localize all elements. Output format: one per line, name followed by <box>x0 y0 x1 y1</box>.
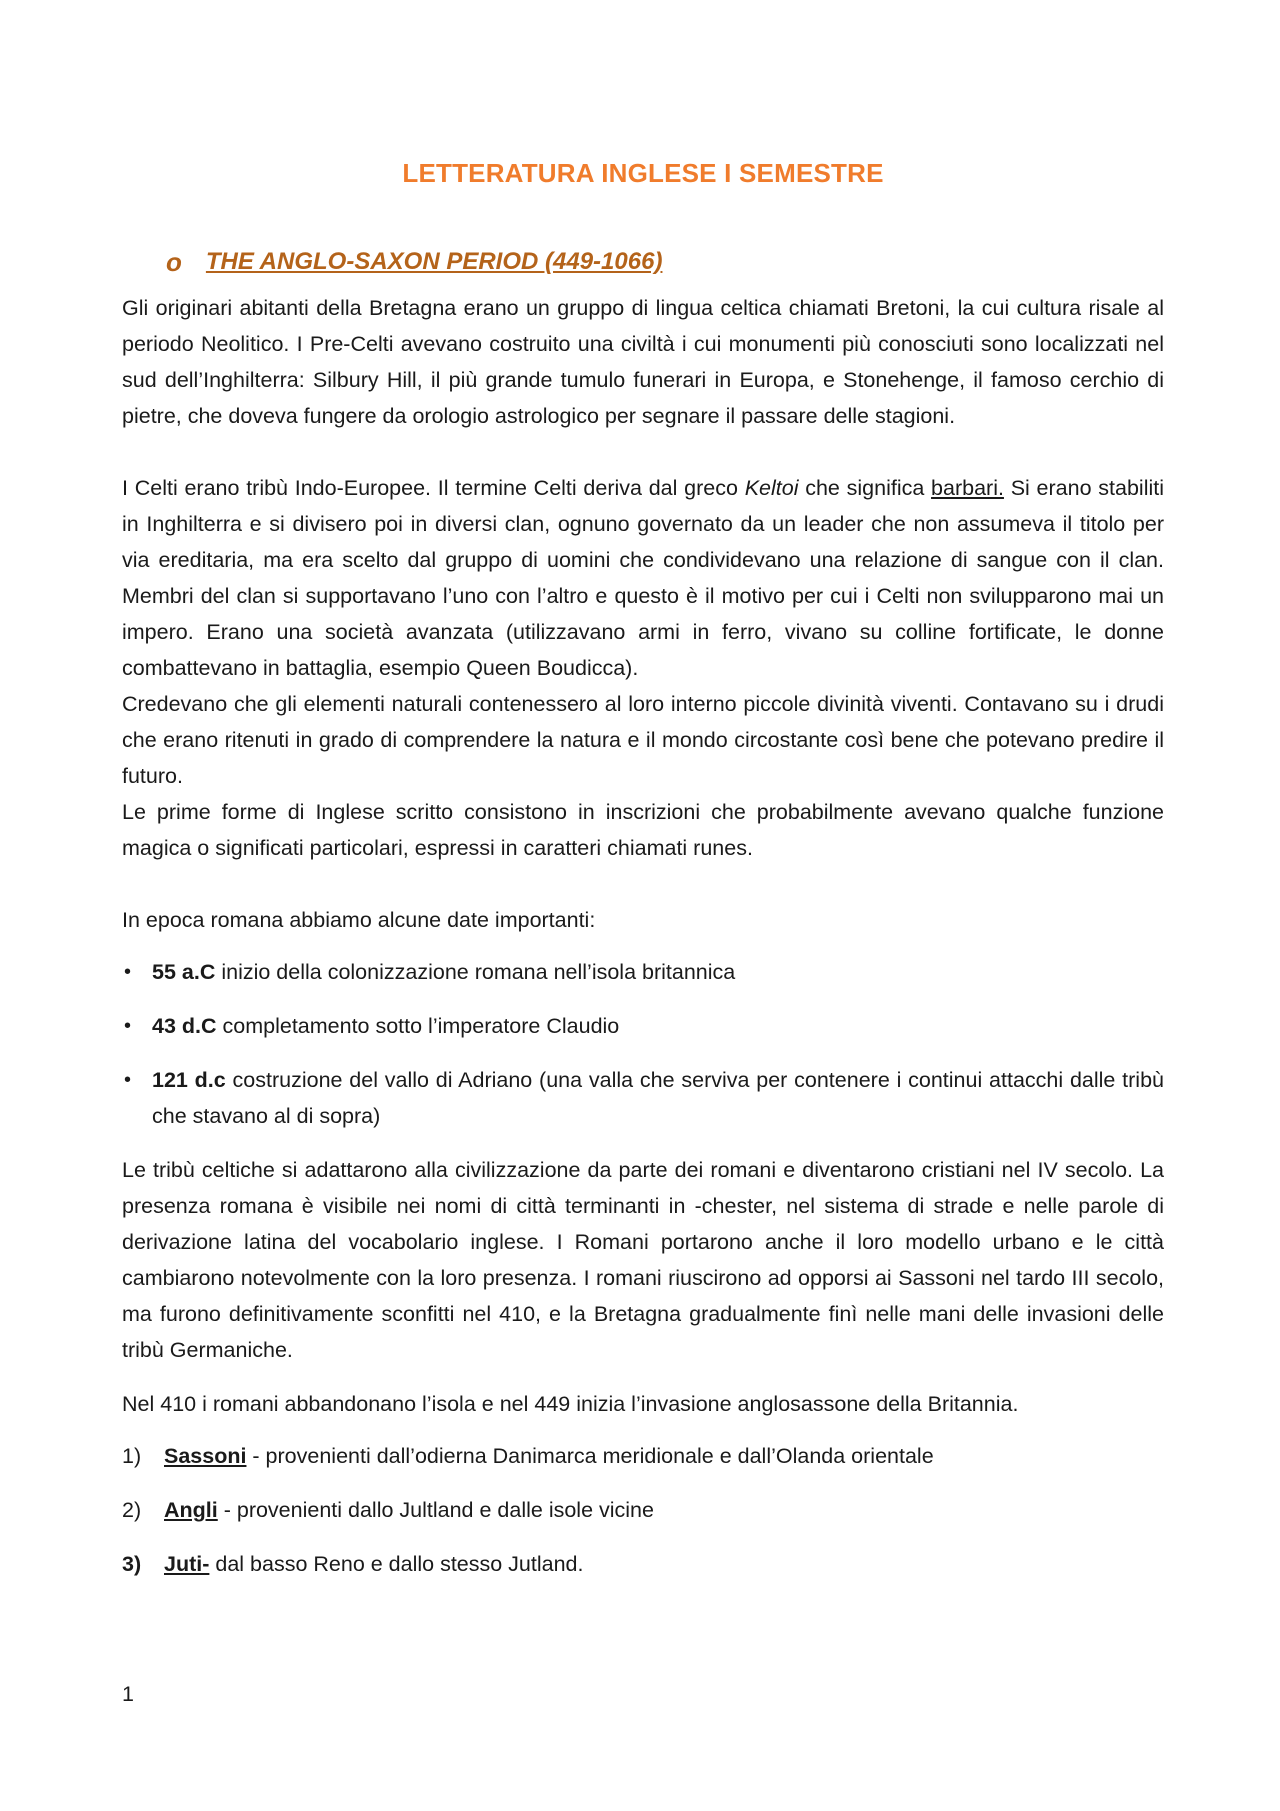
barbari-term: barbari. <box>931 476 1004 500</box>
paragraph-epoca-romana: In epoca romana abbiamo alcune date importanti: <box>122 908 596 932</box>
paragraph-celti-part-c: Si erano stabiliti in Inghilterra e si divisero poi in diversi clan, ognuno governato da un leader che non assumeva il titolo per via ereditaria, ma era scelto dal gruppo di uomini che condividevano una relazione di sangue con il clan. Membri del clan si supportavano l’uno con l’altro e questo è il motivo per cui i Celti non svilupparono mai un impero. Erano una società avanzata (utilizzavano armi in ferro, vivano su colline fortificate, le donne combattevano in battaglia, esempio Queen Boudicca). <box>122 476 1164 680</box>
list-item <box>122 954 1164 990</box>
paragraph-celti <box>122 470 1164 686</box>
page-number: 1 <box>122 1682 134 1706</box>
list-number: 2) <box>122 1498 142 1522</box>
tribe-name: Juti- <box>164 1552 210 1576</box>
list-item <box>122 1062 1164 1134</box>
paragraph-bretoni: Gli originari abitanti della Bretagna erano un gruppo di lingua celtica chiamati Bretoni, la cui cultura risale al periodo Neolitico. I Pre-Celti avevano costruito una civiltà i cui monumenti più conosciuti sono localizzati nel sud dell’Inghilterra: Silbury Hill, il più grande tumulo funerari in Europa, e Stonehenge, il famoso cerchio di pietre, che doveva fungere da orologio astrologico per segnare il passare delle stagioni. <box>122 296 1164 428</box>
list-number: 1) <box>122 1444 142 1468</box>
section-heading-text: THE ANGLO-SAXON PERIOD (449-1066) <box>205 248 663 275</box>
date-label: 121 d.c <box>152 1068 226 1092</box>
list-item <box>122 1546 1164 1582</box>
paragraph-credevano: Credevano che gli elementi naturali contenessero al loro interno piccole divinità viventi. Contavano su i drudi che erano ritenuti in grado di comprendere la natura e il mondo circostante così bene che potevano predire il futuro. <box>122 692 1164 788</box>
tribe-description: - provenienti dall’odierna Danimarca meridionale e dall’Olanda orientale <box>246 1444 934 1468</box>
date-description: costruzione del vallo di Adriano (una valla che serviva per contenere i continui attacchi dalle tribù che stavano al di sopra) <box>152 1068 1164 1128</box>
dates-list <box>122 954 1164 1134</box>
tribes-list <box>122 1438 1164 1582</box>
keltoi-term: Keltoi <box>744 476 799 500</box>
section-heading <box>166 248 662 276</box>
date-description: inizio della colonizzazione romana nell’isola britannica <box>215 960 736 984</box>
document-title: LETTERATURA INGLESE I SEMESTRE <box>402 158 884 188</box>
tribe-description: - provenienti dallo Jultland e dalle isole vicine <box>217 1498 654 1522</box>
bullet-icon: • <box>124 961 132 983</box>
date-description: completamento sotto l’imperatore Claudio <box>216 1014 620 1038</box>
list-item <box>122 1008 1164 1044</box>
document-body <box>122 290 1164 1600</box>
list-item <box>122 1438 1164 1474</box>
tribe-name: Angli <box>164 1498 218 1522</box>
list-number: 3) <box>122 1552 142 1576</box>
section-bullet: o <box>166 247 182 277</box>
paragraph-celti-part-a: I Celti erano tribù Indo-Europee. Il termine Celti deriva dal greco <box>122 476 745 500</box>
date-label: 43 d.C <box>152 1014 217 1038</box>
bullet-icon: • <box>124 1069 132 1091</box>
paragraph-runes: Le prime forme di Inglese scritto consistono in inscrizioni che probabilmente avevano qualche funzione magica o significati particolari, espressi in caratteri chiamati runes. <box>122 800 1164 860</box>
paragraph-tribu-celtiche: Le tribù celtiche si adattarono alla civilizzazione da parte dei romani e diventarono cristiani nel IV secolo. La presenza romana è visibile nei nomi di città terminanti in -chester, nel sistema di strade e nelle parole di derivazione latina del vocabolario inglese. I Romani portarono anche il loro modello urbano e le città cambiarono notevolmente con la loro presenza. I romani riuscirono ad opporsi ai Sassoni nel tardo III secolo, ma furono definitivamente sconfitti nel 410, e la Bretagna gradualmente finì nelle mani delle invasioni delle tribù Germaniche. <box>122 1158 1164 1362</box>
tribe-name: Sassoni <box>164 1444 247 1468</box>
bullet-icon: • <box>124 1015 132 1037</box>
paragraph-celti-part-b: che significa <box>798 476 932 500</box>
paragraph-invasione: Nel 410 i romani abbandonano l’isola e nel 449 inizia l’invasione anglosassone della Britannia. <box>122 1392 1019 1416</box>
list-item <box>122 1492 1164 1528</box>
date-label: 55 a.C <box>152 960 216 984</box>
tribe-description: dal basso Reno e dallo stesso Jutland. <box>209 1552 584 1576</box>
